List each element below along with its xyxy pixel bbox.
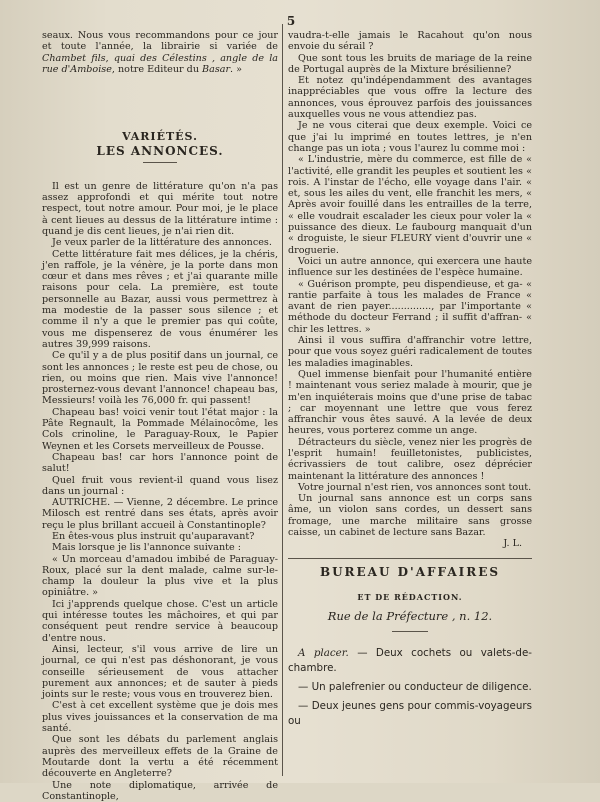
article-paragraph: Chapeau bas! voici venir tout l'état major : la Pâte Regnault, la Pommade Mélainocôme, les Cols crinoline, le Paraguay-Roux, le Papier Weynen et les Corsets merveilleux de Pousse. <box>42 406 278 452</box>
article-paragraph: « Un morceau d'amadou imbibé de Paraguay-Roux, placé sur la dent malade, calme sur-le-champ la douleur la plus vive et la plus opiniâtre. » <box>42 553 278 599</box>
article-paragraph: Je ne vous citerai que deux exemple. Voici ce que j'ai lu imprimé en toutes lettres, je n'en change pas un iota ; vous l'aurez lu comme moi : <box>288 120 532 154</box>
article-paragraph: Une note diplomatique, arrivée de Constantinople, <box>42 779 278 802</box>
right-column <box>288 30 532 733</box>
opening-paragraph <box>42 30 278 75</box>
journal-name: Basar <box>202 63 231 75</box>
ad-lead: A placer. <box>298 646 349 659</box>
article-paragraph: Quel immense bienfait pour l'humanité entière ! maintenant vous seriez malade à mourir, que je m'en inquiéterais moins que d'une prise de tabac ; car moyennant une lettre que vous ferez affranchir vous êtes sauvé. A la levée de deux heures, vous porterez comme un ange. <box>288 368 532 437</box>
article-title: LES ANNONCES. <box>96 144 224 159</box>
page-number: 5 <box>286 14 296 28</box>
article-paragraph: C'est à cet excellent système que je dois mes plus vives jouissances et la conservation de ma santé. <box>42 700 278 735</box>
left-column <box>42 30 278 802</box>
article-paragraph: Ainsi, lecteur, s'il vous arrive de lire un journal, ce qui n'est pas déshonorant, je vous conseille sérieusement de vous attacher purement aux annonces; et de sauter à pieds joints sur le reste; vous vous en trouverez bien. <box>42 643 278 701</box>
article-paragraph: Chapeau bas! car hors l'annonce point de salut! <box>42 451 278 475</box>
section-divider <box>288 558 532 559</box>
article-paragraph: Ce qu'il y a de plus positif dans un journal, ce sont les annonces ; le reste est peu de chose, ou rien, ou moins que rien. Mais vive l'annonce! prosternez-vous devant l'annonce! chapeau bas, Messieurs! voilà les 76,000 fr. qui passent! <box>42 350 278 407</box>
bureau-address: Rue de la Préfecture , n. 12. <box>327 609 493 624</box>
article-paragraph: vaudra-t-elle jamais le Racahout qu'on nous envoie du sérail ? <box>288 30 532 53</box>
article-paragraph: Quel fruit vous revient-il quand vous lisez dans un journal : <box>42 474 278 497</box>
bureau-title: BUREAU D'AFFAIRES <box>319 564 501 579</box>
classified-ad <box>288 680 532 695</box>
quoted-advertisement: « L'industrie, mère du commerce, est fille de « l'activité, elle grandit les peuples et soutient les « rois. A l'instar de l'écho, elle voyage dans l'air. « et, sous les ailes du vent, elle franchit les mers, « Après avoir fouillé dans les entrailles de la terre, « elle voudrait escalader les cieux pour voler la « puissance des dieux. Le faubourg manquait d'un « droguiste, le sieur FLEURY vient d'ouvrir une « droguerie. <box>288 154 532 256</box>
publisher-name: Chambet fils <box>42 52 106 64</box>
article-paragraph: Votre journal n'est rien, vos annonces sont tout. <box>298 481 532 493</box>
article-paragraph: Voici un autre annonce, qui exercera une haute influence sur les destinées de l'espèce humaine. <box>288 255 532 279</box>
section-title: VARIÉTÉS. <box>122 130 198 144</box>
classified-ad <box>288 699 532 729</box>
text-run: , <box>105 52 114 64</box>
title-rule <box>143 162 177 163</box>
article-paragraph: Que sont les débats du parlement anglais auprès des merveilleux effets de la Graine de Moutarde dont la vertu a été récemment découverte en Angleterre? <box>42 734 278 780</box>
article-paragraph: En êtes-vous plus instruit qu'auparavant? <box>52 530 255 542</box>
article-paragraph: Un journal sans annonce est un corps sans âme, un violon sans cordes, un dessert sans fromage, une marche militaire sans grosse caisse, un cabinet de lecture sans Bazar. <box>288 493 532 539</box>
article-paragraph: Je veux parler de la littérature des annonces. <box>52 237 272 249</box>
article-paragraph: Que sont tous les bruits de mariage de la reine de Portugal auprès de la Mixture brésilienne? <box>288 52 532 75</box>
ad-text: — Un palefrenier ou conducteur de diligence. <box>298 680 532 693</box>
author-signature: J. L. <box>503 538 522 550</box>
address-rule <box>392 631 428 632</box>
article-paragraph: Il est un genre de littérature qu'on n'a pas assez approfondi et qui mérite tout notre respect, tout notre amour. Pour moi, je le place à cent lieues au dessus de la littérature intime : quand je dis cent lieues, je n'ai rien dit. <box>42 180 278 237</box>
article-paragraph: Mais lorsque je lis l'annonce suivante : <box>52 542 241 554</box>
bureau-subtitle: ET DE RÉDACTION. <box>357 591 463 602</box>
article-paragraph: Ici j'apprends quelque chose. C'est un article qui intéresse toutes les mâchoires, et qui par conséquent peut rendre service à beaucoup d'entre nous. <box>42 598 278 644</box>
text-run: seaux. Nous vous recommandons pour ce jour et toute l'année, la librairie si variée de <box>42 30 278 53</box>
article-paragraph: Détracteurs du siècle, venez nier les progrès de l'esprit humain! feuilletonistes, publicistes, écrivassiers de tout calibre, osez déprécier maintenant la littérature des annonces ! <box>288 436 532 482</box>
article-paragraph: Cette littérature fait mes délices, je la chéris, j'en raffole, je la vénère, je la porte dans mon cœur et dans mes rêves ; et j'ai quarante mille raisons pour cela. La première, est toute personnelle au Bazar, aussi vous permettrez à ma modestie de la passer sous silence ; et comme il n'y a que le premier pas qui coûte, vous me dispenserez de vous énumérer les autres 39,999 raisons. <box>42 248 278 350</box>
ad-text: — Deux cochets ou valets-de-chambre. <box>288 646 532 674</box>
column-divider <box>282 24 283 776</box>
text-run: . » <box>230 63 243 75</box>
classified-ad <box>288 646 532 676</box>
article-paragraph: Et notez qu'indépendamment des avantages inappréciables que vous offre la lecture des annonces, vous éprouvez parfois des jouissances auxquelles vous ne vous attendiez pas. <box>288 75 532 121</box>
article-paragraph: Ainsi il vous suffira d'affranchir votre lettre, pour que vous soyez guéri radicalement de toutes les maladies imaginables. <box>288 335 532 369</box>
publisher-address: quai des Célestins , angle de la rue d'Amboise <box>42 52 278 75</box>
ad-text: — Deux jeunes gens pour commis-voyageurs ou <box>288 699 532 727</box>
article-paragraph: AUTRICHE. — Vienne, 2 décembre. Le prince Milosch est rentré dans ses états, après avoir reçu le plus brillant accueil à Constantinople? <box>42 497 278 531</box>
text-run: , notre Editeur du <box>111 63 203 75</box>
quoted-advertisement: « Guérison prompte, peu dispendieuse, et ga- « rantie parfaite à tous les malades de France « avant de rien payer.............., par l'importante « méthode du docteur Ferrand ; il suffit d'affran- « chir les lettres. » <box>288 278 532 335</box>
